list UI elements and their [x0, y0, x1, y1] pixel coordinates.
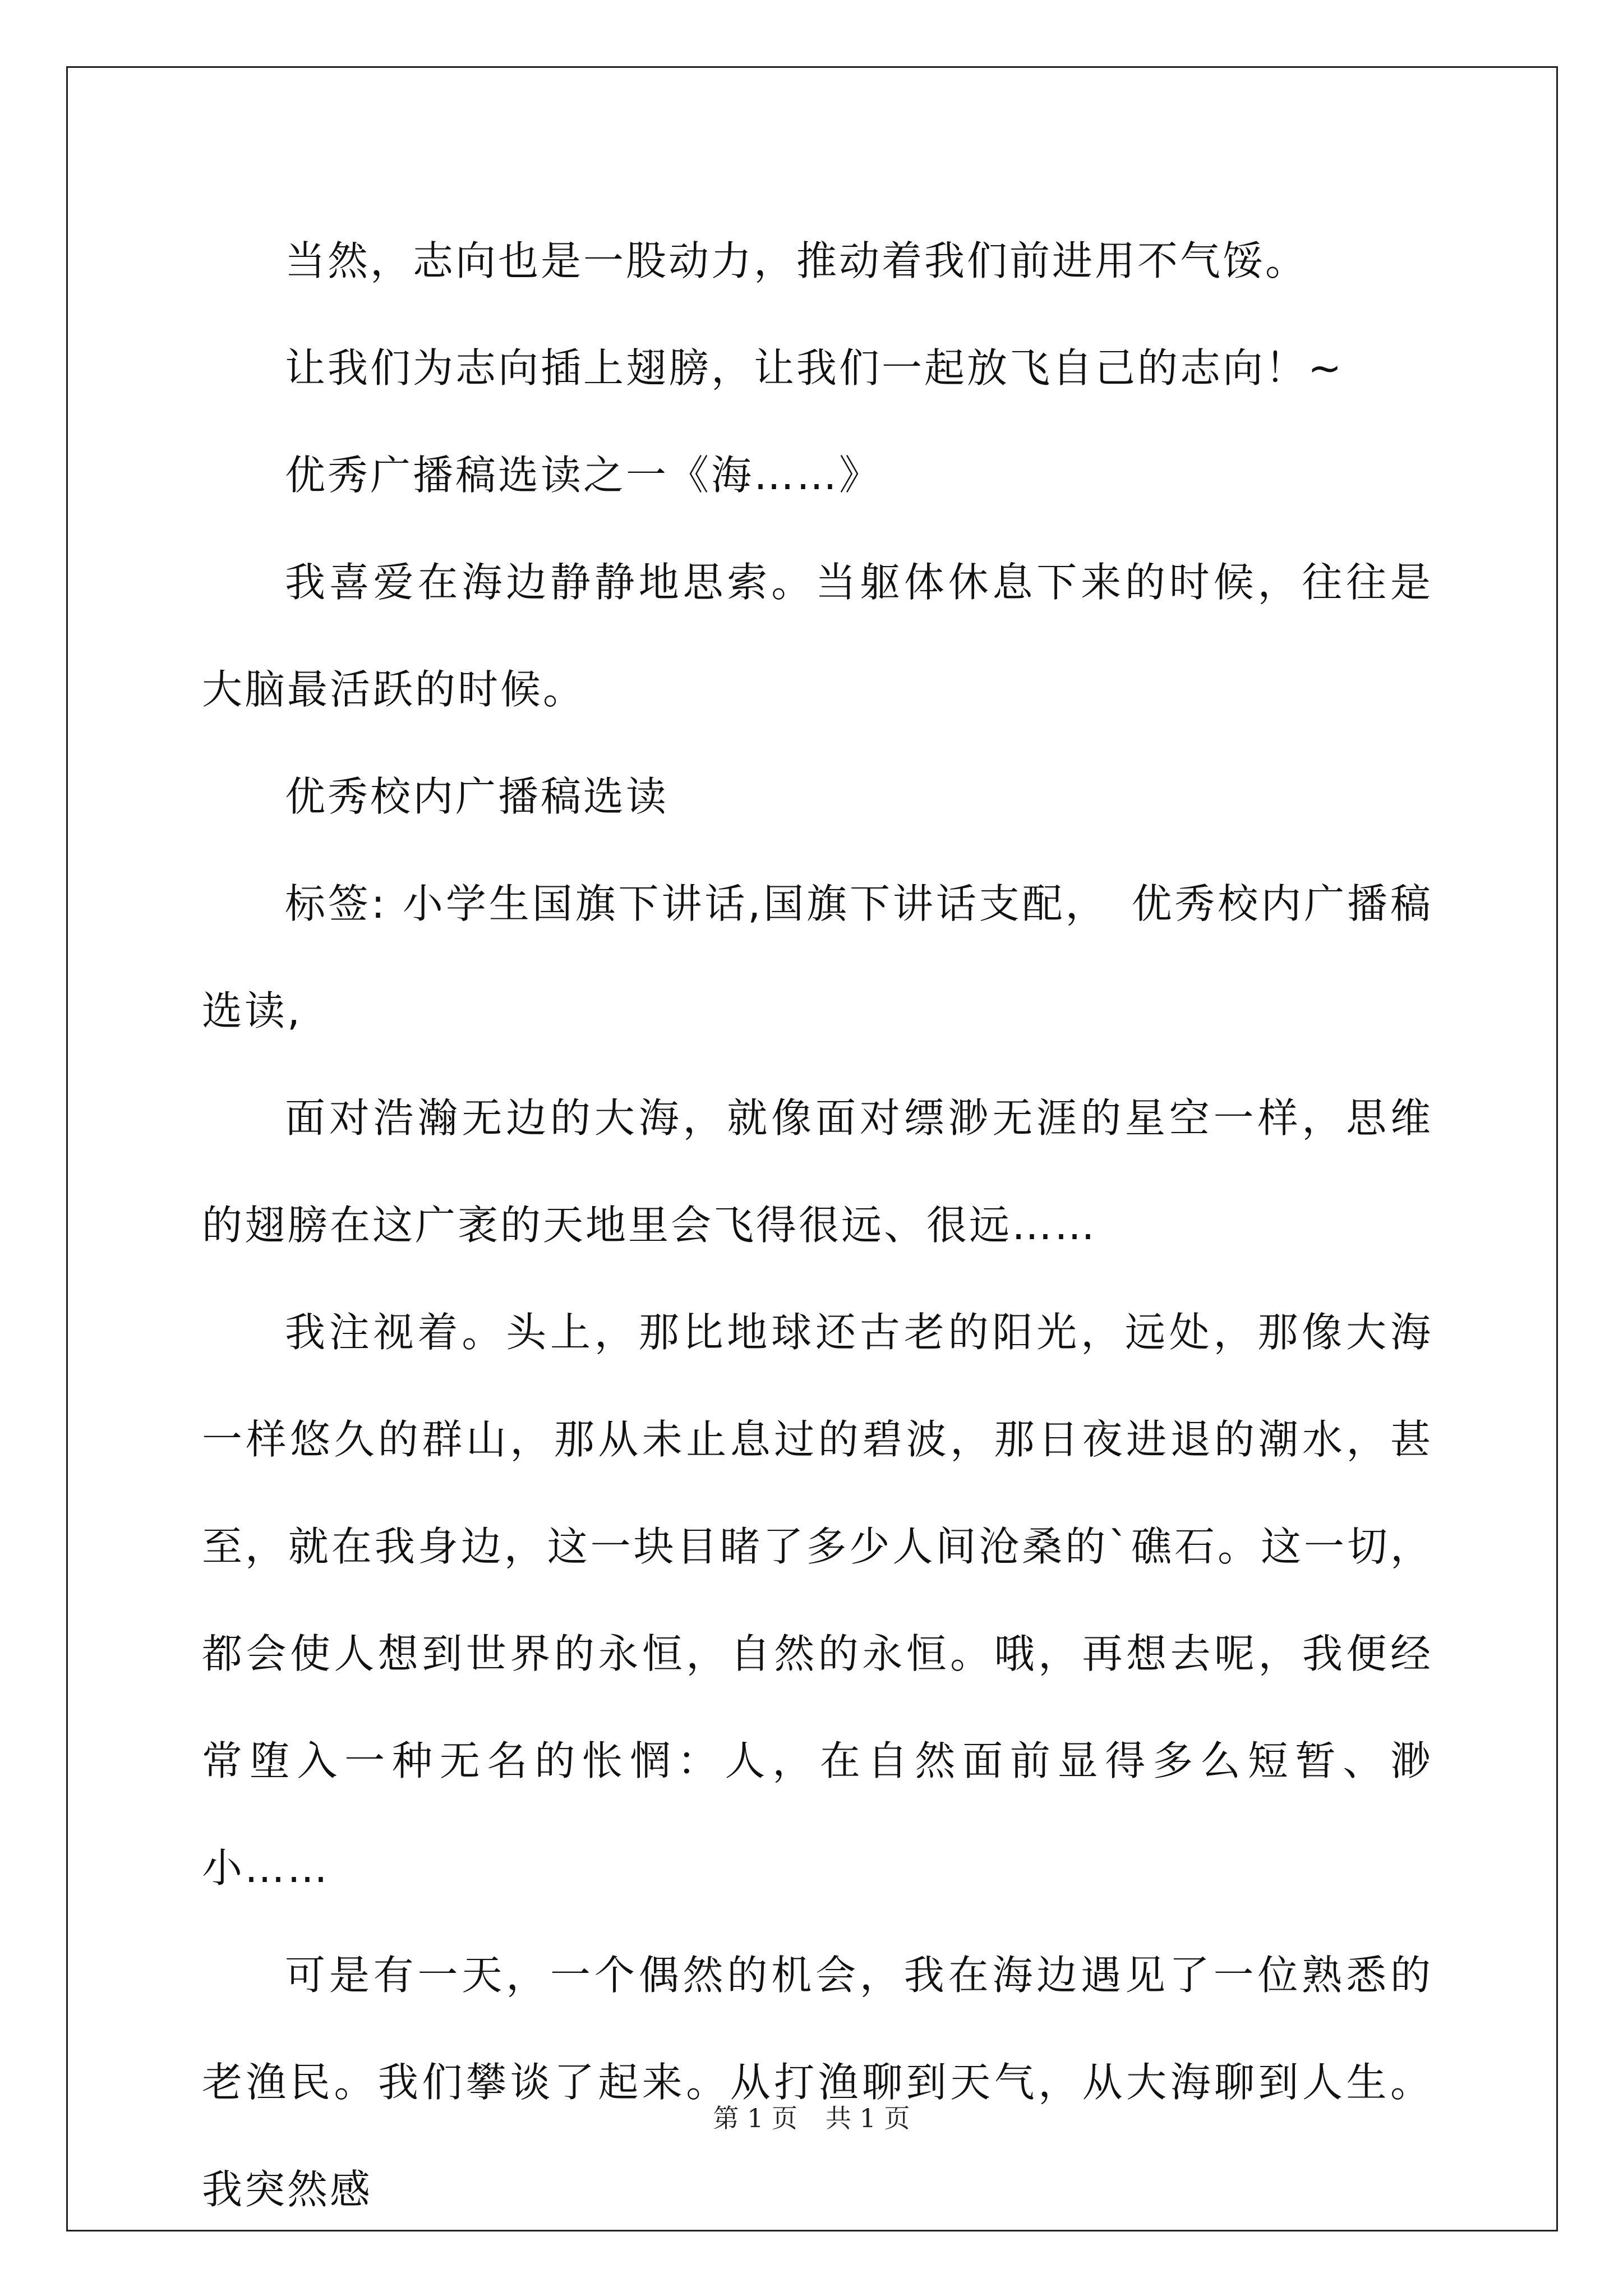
paragraph: 让我们为志向插上翅膀，让我们一起放飞自己的志向！~ — [285, 344, 1344, 392]
document-body — [202, 208, 1433, 2243]
page-number: 第 1 页 — [713, 2103, 797, 2133]
paragraph: 我注视着。头上，那比地球还古老的阳光，远处，那像大海一样悠久的群山，那从未止息过的碧波，那日夜进退的潮水，甚至，就在我身边，这一块目睹了多少人间沧桑的`礁石。这一切，都会使人想到世界的永恒，自然的永恒。哦，再想去呢，我便经常堕入一种无名的怅惘：人，在自然面前显得多么短暂、渺小…… — [202, 1309, 1433, 1892]
paragraph: 面对浩瀚无边的大海，就像面对缥渺无涯的星空一样，思维的翅膀在这广袤的天地里会飞得很远、很远…… — [202, 1094, 1433, 1249]
article-title: 优秀校内广播稿选读 — [285, 773, 669, 820]
paragraph: 当然，志向也是一股动力，推动着我们前进用不气馁。 — [285, 237, 1308, 284]
tags-line: 标签: 小学生国旗下讲话,国旗下讲话支配， 优秀校内广播稿选读, — [202, 880, 1433, 1034]
paragraph: 可是有一天，一个偶然的机会，我在海边遇见了一位熟悉的老渔民。我们攀谈了起来。从打渔聊到天气，从大海聊到人生。我突然感 — [202, 1952, 1433, 2213]
section-heading: 优秀广播稿选读之一《海……》 — [285, 452, 882, 499]
paragraph: 我喜爱在海边静静地思索。当躯体休息下来的时候，往往是大脑最活跃的时候。 — [202, 559, 1433, 713]
page-footer — [0, 2098, 1623, 2135]
page-total: 共 1 页 — [826, 2103, 910, 2133]
